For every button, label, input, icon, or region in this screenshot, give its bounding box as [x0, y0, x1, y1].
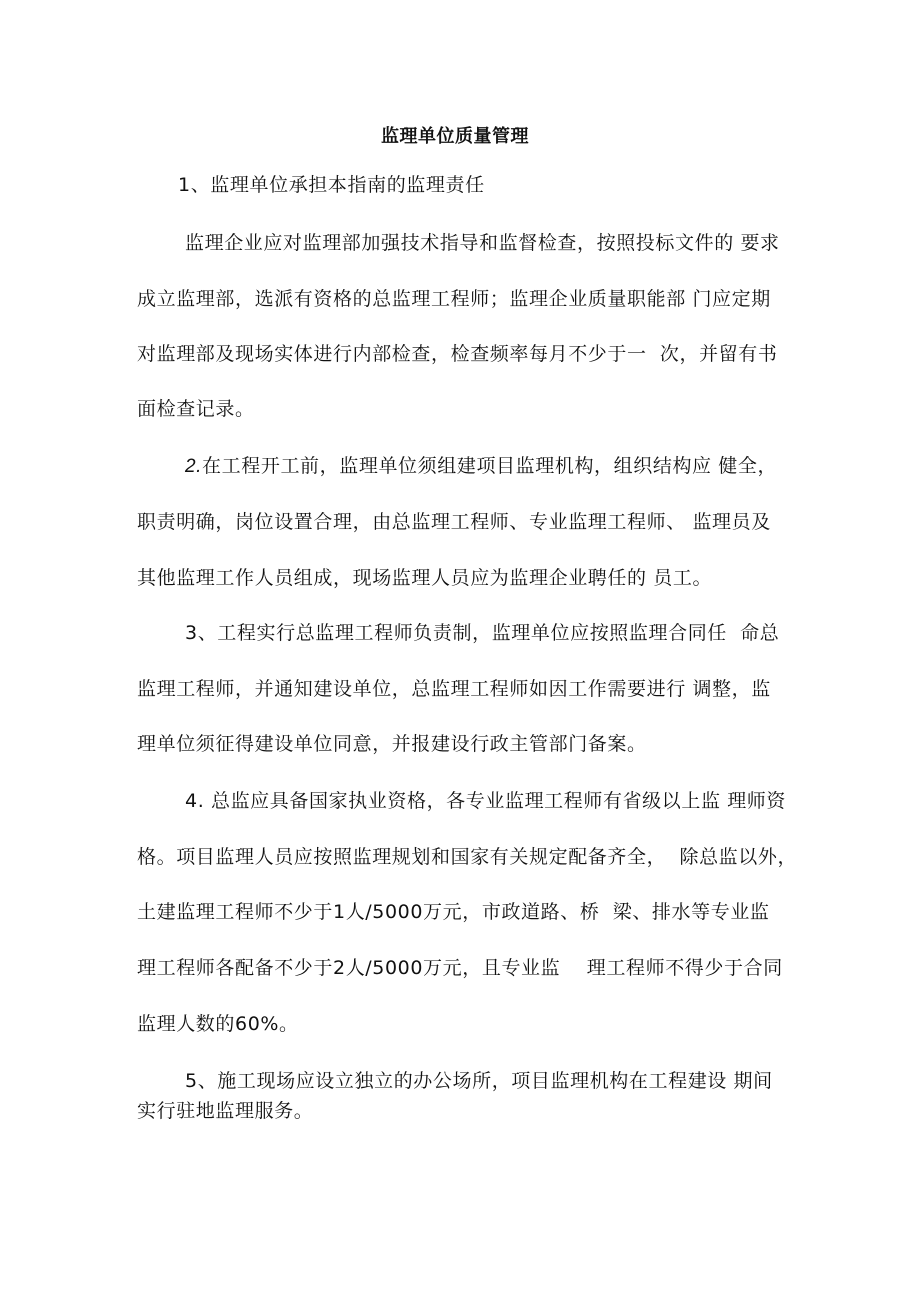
section-5-line-1: 5、施工现场应设立独立的办公场所，项目监理机构在工程建设 期间: [185, 1070, 773, 1092]
document-title: 监理单位质量管理: [381, 126, 529, 147]
section-4-line-2: 格。项目监理人员应按照监理规划和国家有关规定配备齐全， 除总监以外，: [137, 846, 798, 868]
section-3-line-2: 监理工程师，并通知建设单位，总监理工程师如因工作需要进行 调整，监: [137, 678, 771, 700]
section-2-line-1: [185, 454, 777, 479]
section-1-line-1: 监理企业应对监理部加强技术指导和监督检查，按照投标文件的 要求: [185, 232, 780, 254]
section-1-line-2: 成立监理部，选派有资格的总监理工程师；监理企业质量职能部 门应定期: [137, 288, 771, 310]
section-4-line-5: 监理人数的60%。: [137, 1013, 299, 1035]
section-1-line-3: 对监理部及现场实体进行内部检查，检查频率每月不少于一 次，并留有书: [137, 343, 778, 365]
section-2-line-3: 其他监理工作人员组成，现场监理人员应为监理企业聘任的 员工。: [137, 567, 713, 589]
section-2-line-2: 职责明确，岗位设置合理，由总监理工程师、专业监理工程师、 监理员及: [137, 511, 771, 533]
section-4-line-4: 理工程师各配备不少于2人/5000万元，且专业监 理工程师不得少于合同: [137, 957, 783, 979]
section-4-line-1: 4. 总监应具备国家执业资格，各专业监理工程师有省级以上监 理师资: [185, 790, 787, 812]
section-2-line-1-text: 在工程开工前，监理单位须组建项目监理机构，组织结构应 健全，: [202, 455, 778, 477]
section-3-line-1: 3、工程实行总监理工程师负责制，监理单位应按照监理合同任 命总: [185, 622, 780, 644]
section-1-line-4: 面检查记录。: [137, 398, 255, 420]
section-3-line-3: 理单位须征得建设单位同意，并报建设行政主管部门备案。: [137, 733, 647, 755]
section-4-line-3: 土建监理工程师不少于1人/5000万元，市政道路、桥 梁、排水等专业监: [137, 901, 770, 923]
section-2-number: 2.: [185, 456, 203, 477]
section-1-heading: 1、监理单位承担本指南的监理责任: [178, 174, 485, 196]
section-5-line-2: 实行驻地监理服务。: [137, 1100, 314, 1122]
